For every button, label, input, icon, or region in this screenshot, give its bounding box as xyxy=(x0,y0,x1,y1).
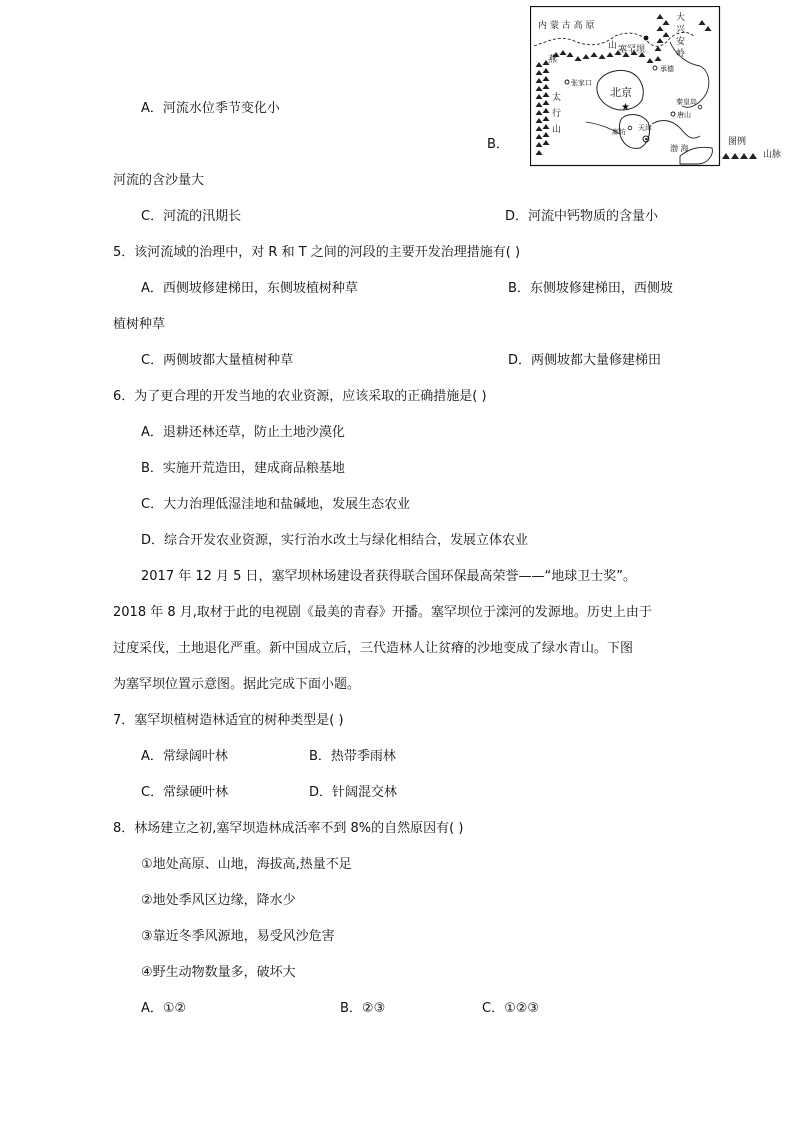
passage-line-1: 2017 年 12 月 5 日，塞罕坝林场建设者获得联合国环保最高荣誉——“地球卫士奖”。 xyxy=(141,569,637,584)
saihanba-location-map xyxy=(530,6,722,168)
zhangjiakou-label: 张家口 xyxy=(571,79,592,87)
q7-option-c: C．常绿硬叶林 xyxy=(141,785,229,800)
q4-option-a: A．河流水位季节变化小 xyxy=(141,101,280,116)
q5-option-b: B．东侧坡修建梯田，西侧坡 xyxy=(508,281,673,296)
q8-option-b: B．②③ xyxy=(340,1001,386,1016)
beijing-star-icon: ★ xyxy=(621,102,630,113)
taihang-label-3: 山 xyxy=(552,125,562,135)
q8-item-3: ③靠近冬季风源地，易受风沙危害 xyxy=(141,929,335,944)
yanshan-label-2: 山 xyxy=(608,41,618,51)
tangshan-label: 唐山 xyxy=(677,111,691,119)
chengde-label: 承德 xyxy=(660,65,674,73)
tianjin-label: 天津 xyxy=(638,124,652,132)
beijing-label: 北京 xyxy=(610,86,632,99)
q7-option-d: D．针阔混交林 xyxy=(309,785,398,800)
bohai-label: 渤 海 xyxy=(670,144,689,153)
q8-item-4: ④野生动物数量多，破坏大 xyxy=(141,965,296,980)
q4-option-c: C．河流的汛期长 xyxy=(141,209,242,224)
q8-stem: 8．林场建立之初,塞罕坝造林成活率不到 8%的自然原因有( ) xyxy=(113,821,464,836)
map-legend-title: 图例 xyxy=(728,137,747,147)
q6-option-b: B．实施开荒造田，建成商品粮基地 xyxy=(141,461,345,476)
q5-option-c: C．两侧坡都大量植树种草 xyxy=(141,353,294,368)
q6-stem: 6．为了更合理的开发当地的农业资源，应该采取的正确措施是( ) xyxy=(113,389,487,404)
q4-option-b-text: 河流的含沙量大 xyxy=(113,173,205,188)
langfang-label: 廊坊 xyxy=(612,128,626,136)
passage-line-3: 过度采伐，土地退化严重。新中国成立后，三代造林人让贫瘠的沙地变成了绿水青山。下图 xyxy=(113,641,634,656)
q6-option-c: C．大力治理低湿洼地和盐碱地，发展生态农业 xyxy=(141,497,411,512)
yanshan-label-1: 燕 xyxy=(548,55,558,65)
svg-text:内 蒙 古 高 原: 内 蒙 古 高 原 xyxy=(538,21,595,31)
legend-mountain-icon xyxy=(722,151,762,161)
q4-option-d: D．河流中钙物质的含量小 xyxy=(505,209,659,224)
q4-option-b-label: B． xyxy=(487,137,509,152)
saihanba-marker-icon xyxy=(644,36,649,41)
qinhuangdao-label: 秦皇岛 xyxy=(676,98,697,106)
passage-line-2: 2018 年 8 月,取材于此的电视剧《最美的青春》开播。塞罕坝位于滦河的发源地。历史上由于 xyxy=(113,605,652,620)
q7-option-b: B．热带季雨林 xyxy=(309,749,396,764)
q8-item-1: ①地处高原、山地，海拔高,热量不足 xyxy=(141,857,352,872)
q6-option-d: D．综合开发农业资源，实行治水改土与绿化相结合，发展立体农业 xyxy=(141,533,529,548)
passage-line-4: 为塞罕坝位置示意图。据此完成下面小题。 xyxy=(113,677,361,692)
q8-item-2: ②地处季风区边缘，降水少 xyxy=(141,893,296,908)
daxinganling-label-3: 安 xyxy=(676,37,686,47)
q7-option-a: A．常绿阔叶林 xyxy=(141,749,228,764)
daxinganling-label-2: 兴 xyxy=(676,25,686,35)
q8-option-a: A．①② xyxy=(141,1001,187,1016)
q5-stem: 5．该河流域的治理中，对 R 和 T 之间的河段的主要开发治理措施有( ) xyxy=(113,245,521,260)
q5-option-a: A．西侧坡修建梯田，东侧坡植树种草 xyxy=(141,281,358,296)
taihang-label-1: 太 xyxy=(552,93,562,103)
q5-option-d: D．两侧坡都大量修建梯田 xyxy=(508,353,662,368)
daxinganling-label-1: 大 xyxy=(676,13,686,23)
taihang-label-2: 行 xyxy=(552,109,562,119)
q6-option-a: A．退耕还林还草，防止土地沙漠化 xyxy=(141,425,345,440)
q8-option-c: C．①②③ xyxy=(482,1001,540,1016)
inner-mongolia-label xyxy=(538,19,594,31)
daxinganling-label-4: 岭 xyxy=(676,49,686,59)
map-legend-mountain-label: 山脉 xyxy=(763,150,782,160)
q7-stem: 7．塞罕坝植树造林适宜的树种类型是( ) xyxy=(113,713,344,728)
q5-option-b-cont: 植树种草 xyxy=(113,317,166,332)
saihanba-label: 塞罕坝 xyxy=(618,45,646,55)
